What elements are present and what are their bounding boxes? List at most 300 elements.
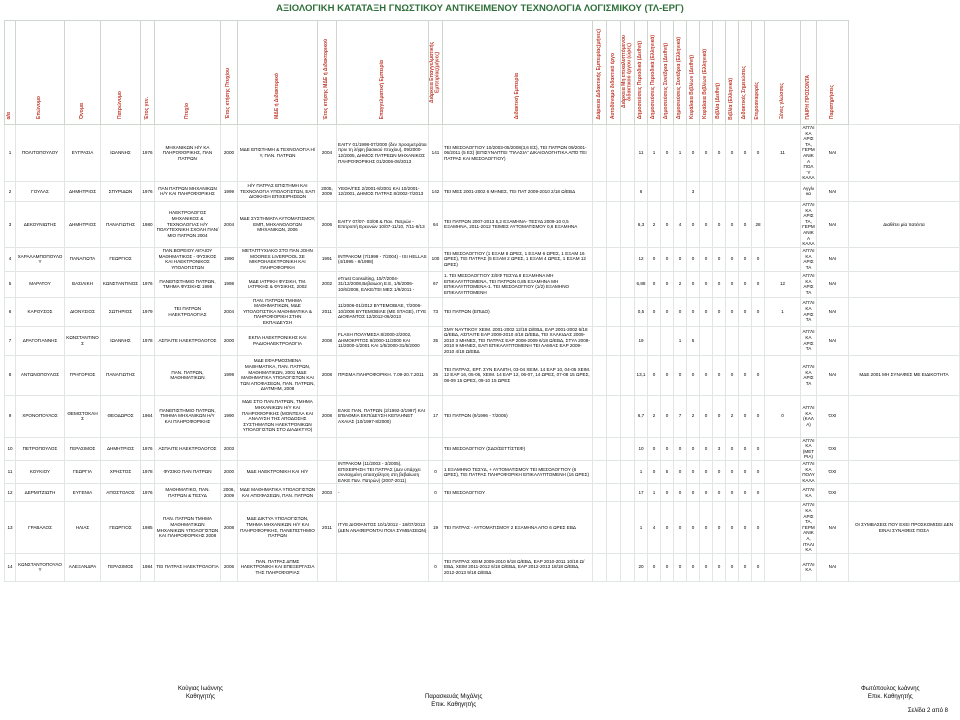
cell-father: ΓΕΩΡΓΙΟΣ: [101, 247, 141, 271]
cell-teach: ΤΕΙ ΜΕΣΟΛΟΓΓΙΟΥ 10/2003-05/2008(3,6 ΕΣ), ΤΕΙ ΠΑΤΡΩΝ 09/2001-06/2011 (5 ΕΣ) (ΕΠΙΣΥΝΑΠΤΕΙ "ΠΛΑΣΙΑ" ΔΙΚΑΙΟΛΟΓΗΤΙΚΑ ΑΠΌ ΤΕΙ ΠΑΤΡΑΣ ΚΑΙ ΜΕΣΟΛΟΓΓΙΟΥ): [443, 125, 593, 182]
column-header: [765, 21, 801, 125]
evaluation-table: [4, 20, 960, 582]
cell-work: ΙΝΤΡΑΚΟΜ (11/2003 - 3/2005), ΕΠΙΧΕΙΡΗΣΗ ΤΕΙ ΠΑΤΡΑΣ (Δεν υπάρχει συνταγμένη απασχόληση στη βεβαίωση ΕΛΚΕ Παν. Πατρών) (2007-2011): [337, 461, 429, 484]
cell-score: 0: [674, 247, 687, 271]
column-header-label: Δημοσιεύσεις Συνέδρια (Διεθνή): [663, 43, 670, 120]
cell-score: 5: [687, 326, 700, 355]
cell-teach-m: [593, 181, 607, 201]
cell-score: 0: [739, 271, 752, 297]
cell-score: 0: [700, 355, 713, 395]
column-header-label: Βιβλία (Διεθνή): [715, 83, 722, 120]
cell-degree: ΠΑΝΕΠΙΣΤΗΜΙΟ ΠΑΤΡΩΝ, ΤΜΗΜΑ ΦΥΣΙΚΗΣ 1998: [155, 271, 221, 297]
cell-work-m: 35: [429, 326, 443, 355]
table-row: [5, 395, 960, 437]
cell-surname: ΔΕΚΟΥΝΙΩΤΗΣ: [16, 201, 65, 247]
cell-notes: ΟΙ ΣΥΜΒΑΣΕΙΣ ΠΟΥ ΕΧΕΙ ΠΡΟΣΚΟΜΙΣΕΙ ΔΕΝ ΕΙΝΑΙ ΣΥΝΑΦΕΙΣ ΠΟΣΑ: [849, 502, 960, 553]
cell-degree: ΠΑΝ. ΠΑΤΡΩΝ, ΜΑΘΗΜΑΤΙΚΩΝ: [155, 355, 221, 395]
cell-no: 7: [5, 326, 16, 355]
cell-work-m: 100: [429, 247, 443, 271]
table-row: [5, 125, 960, 182]
table-row: [5, 461, 960, 484]
cell-auto: [607, 395, 621, 437]
cell-score: 0: [713, 484, 726, 502]
cell-score: 0: [752, 297, 765, 326]
cell-work: ΕΑΙΤΥ 01/1998-07/2000 (δεν προσμετράται πριν τη λήψη βασικού πτυχίου), 09/2000-12/2005, ΔΗΜΟΣ ΠΑΤΡΕΩΝ ΜΗΧΑΝΙΚΟΣ ΠΛΗΡΟΦΟΡΙΚΗΣ 01/2006-06/2013: [337, 125, 429, 182]
cell-score: 13,1: [635, 355, 648, 395]
cell-score: 0: [700, 437, 713, 460]
signatory-role: Επικ. Καθηγητής: [431, 702, 477, 708]
column-header: [101, 21, 141, 125]
cell-score: 1: [674, 125, 687, 182]
cell-score: 0: [752, 484, 765, 502]
column-header-label: Ετεροαναφορές: [754, 81, 761, 120]
cell-score: [648, 326, 661, 355]
cell-mde-year: 2004: [318, 125, 337, 182]
cell-score: 0: [700, 484, 713, 502]
column-header-label: Δημοσιεύσεις Περιοδικά (Διεθνή): [637, 41, 644, 120]
column-header: [16, 21, 65, 125]
cell-name: ΑΛΕΞΑΝΔΡΑ: [65, 553, 101, 581]
cell-score: [765, 247, 801, 271]
cell-mde-year: 2008: [318, 395, 337, 437]
cell-mde-year: 2002: [318, 271, 337, 297]
cell-surname: ΚΟΥΚΙΟΥ: [16, 461, 65, 484]
cell-score: 0: [661, 355, 674, 395]
cell-teach-m: [593, 437, 607, 460]
cell-work-m: [429, 437, 443, 460]
cell-extra: ΝΑΙ: [817, 271, 849, 297]
column-header-label: ΠΑΙΡΗ ΠΡΟΣΟΝΤΑ: [804, 74, 811, 120]
cell-lang: ΑΓΓΛΙΚΑ ΑΡΙΣΤΑ, ΓΕΡΜΑΝΙΚΑ, ΙΤΑΛΙΚΑ: [802, 502, 815, 553]
cell-score: 2: [687, 395, 700, 437]
column-header: [429, 21, 443, 125]
column-header-label: Δημοσιεύσεις Περιοδικά (Ελληνικά): [650, 35, 657, 120]
cell-deg-year: 2006, 2009: [221, 484, 238, 502]
cell-born: 1976: [141, 181, 155, 201]
cell-notes: [849, 326, 960, 355]
cell-deg-year: 2000: [221, 125, 238, 182]
cell-degree: ΠΑΝΕΠΙΣΤΗΜΙΟ ΠΑΤΡΩΝ, ΤΜΗΜΑ ΜΗΧΑΝΙΚΩΝ Η/Υ ΚΑΙ ΠΛΗΡΟΦΟΡΙΚΗΣ: [155, 395, 221, 437]
cell-mde-year: 2008: [318, 355, 337, 395]
cell-teach-m: [593, 395, 607, 437]
cell-mde-year: 2003: [318, 484, 337, 502]
cell-score: 0: [661, 125, 674, 182]
cell-score: 0: [713, 355, 726, 395]
cell-lang: ΑΓΓΛΙΚΑ ΑΡΙΣΤΑ: [801, 297, 817, 326]
cell-score: [739, 181, 752, 201]
cell-auto: [607, 355, 621, 395]
column-header: [5, 21, 16, 125]
table-row: [5, 484, 960, 502]
cell-hours: [621, 201, 635, 247]
cell-extra: ΌΧΙ: [817, 395, 849, 437]
cell-teach-m: [593, 271, 607, 297]
cell-no: 2: [5, 181, 16, 201]
cell-score: 0: [739, 461, 752, 484]
page-number: Σελίδα 2 από 8: [907, 708, 948, 714]
cell-score: 1: [635, 461, 648, 484]
cell-work: ΕΑΙΤΥ 07/07- 03/08 & Παν. Πατρών - Επιτροπή Ερευνών 10/07-11/10, 7/11-6/13: [337, 201, 429, 247]
cell-degree: ΠΑΝ. ΠΑΤΡΩΝ ΤΜΗΜΑ ΜΑΘΗΜΑΤΙΚΩΝ ΜΗΧΑΝΙΚΩΝ ΥΠΟΛΟΓΙΣΤΩΝ ΚΑΙ ΠΛΗΡΟΦΟΡΙΚΗΣ 2008: [155, 502, 221, 553]
cell-hours: [621, 461, 635, 484]
cell-score: [765, 326, 801, 355]
cell-name: ΔΗΜΗΤΡΙΟΣ: [65, 201, 101, 247]
cell-born: 1985: [141, 502, 155, 553]
cell-score: [765, 502, 801, 553]
cell-no: 11: [5, 461, 16, 484]
cell-born: 1976: [141, 484, 155, 502]
cell-degree: ΗΛΕΚΤΡΟΛΟΓΟΣ ΜΗΧΑΝΙΚΟΣ & ΤΕΧΝΟΛΟΓΙΑΣ Η/Υ ΠΟΛΥΤΕΧΝΙΚΗ ΣΧΟΛΗ ΠΑΝ/ΜΙΟ ΠΑΤΡΩΝ 2004: [155, 201, 221, 247]
column-header: [674, 21, 687, 125]
cell-born: [141, 247, 155, 271]
cell-lang: ΑΓΓΛΙΚΑ ΑΡΙΣΤΑ: [801, 271, 817, 297]
cell-mde: ΜΔΕ ΕΠΙΣΤΗΜΗ & ΤΕΧΝΟΛΟΓΙΑ Η/Υ, ΠΑΝ. ΠΑΤΡΩΝ: [238, 125, 318, 182]
cell-auto: [607, 326, 621, 355]
cell-work: 11/2006-01/2012 ΒΥΤΕΜΟΒΙΛΕ, 7/2006-10/2006 ΒΥΤΕΜΟΒΙΛΕ (ΜΕ STAGE), ΙΤΥΕ ΔΙΟΦΑΝΤΟΣ 12/2012-06/2013: [337, 297, 429, 326]
cell-deg-year: 2004: [221, 297, 238, 326]
cell-auto: [607, 271, 621, 297]
cell-mde: ΕΚΠΑ ΗΛΕΚΤΡΟΝΙΚΗΣ ΚΑΙ ΡΑΔΙΟΗΛΕΚΤΡΟΛΟΓΙΑ: [238, 326, 318, 355]
cell-teach-m: [593, 297, 607, 326]
cell-score: 0: [726, 125, 739, 182]
cell-notes: [849, 271, 960, 297]
column-header: [635, 21, 648, 125]
cell-father: ΠΑΝΑΓΙΩΤΗΣ: [101, 201, 141, 247]
cell-mde-year: 2005, 2009: [318, 181, 337, 201]
cell-work-m: 17: [429, 395, 443, 437]
cell-score: 0: [687, 247, 700, 271]
column-header: [713, 21, 726, 125]
cell-teach: ΤΕΙ ΠΑΤΡΩΝ (9/1996 - 7/2005): [443, 395, 593, 437]
cell-deg-year: 2004: [221, 201, 238, 247]
cell-teach: ΤΕΙ ΜΕΣΟΛΟΓΓΙΟΥ (ΣΔΟ/ΣΕΤΤ/ΣΤΕΦ): [443, 437, 593, 460]
cell-score: [726, 326, 739, 355]
cell-father: ΙΩΑΝΝΗΣ: [101, 326, 141, 355]
cell-score: 4: [648, 502, 661, 553]
cell-mde: ΜΕΤΑΠΤΥΧΙΑΚΟ ΣΤΟ ΠΑΝ JOHN MOORES LIVERPOOL ΣΕ ΜΙΚΡΟΗΛΕΚΤΡΟΝΙΚΗ ΚΑΙ ΠΛΗΡΟΦΟΡΙΚΗ: [238, 247, 318, 271]
cell-score: 1: [648, 125, 661, 182]
cell-teach: ΤΕΙ ΜΕΣΟΛΟΓΓΙΟΥ (1 ΕΞΑΜ 8 ΩΡΕΣ, 1 ΕΞΑΜ 6 ΩΡΕΣ, 1 ΕΞΑΜ 16 ΩΡΕΣ), ΤΕΙ ΠΑΤΡΑΣ (5 ΕΞΑΜ 2 ΩΡΕΣ, 1 ΕΞΑΜ 4 ΩΡΕΣ, 1 ΕΞΑΜ 12 ΩΡΕΣ): [443, 247, 593, 271]
column-header-label: Δημοσιεύσεις Συνέδρια (Ελληνικά): [676, 37, 683, 120]
cell-hours: [621, 553, 635, 581]
cell-score: 7: [674, 395, 687, 437]
cell-hours: [621, 247, 635, 271]
cell-score: [661, 326, 674, 355]
cell-score: 0: [713, 297, 726, 326]
cell-notes: Διαθέτει μία πατέντα: [849, 201, 960, 247]
table-row: [5, 502, 960, 553]
table-row: [5, 201, 960, 247]
column-header-label: Διάρκεια Μη επικαλυπτόμενου διδακτικού έργου (ώρες): [621, 35, 633, 109]
cell-born: 1976: [141, 125, 155, 182]
cell-score: 0: [739, 297, 752, 326]
cell-mde-year: 2006: [318, 201, 337, 247]
cell-surname: ΓΡΑΒΑΛΟΣ: [16, 502, 65, 553]
cell-work-m: 141: [429, 125, 443, 182]
signature-block-center: [425, 693, 482, 709]
cell-surname: ΧΑΡΑΛΑΜΠΟΠΟΥΛΟΥ: [16, 247, 65, 271]
cell-deg-year: 1999: [221, 181, 238, 201]
cell-score: 0: [661, 297, 674, 326]
cell-father: ΧΡΗΣΤΟΣ: [101, 461, 141, 484]
cell-surname: ΜΑΡΑΤΟΥ: [16, 271, 65, 297]
cell-degree: ΦΥΣΙΚΟ ΠΑΝ ΠΑΤΡΩΝ: [155, 461, 221, 484]
cell-no: 14: [5, 553, 16, 581]
cell-lang: ΑΓΓΛΙΚΑ: [801, 553, 817, 581]
cell-score: [765, 553, 801, 581]
cell-father: ΣΠΥΡΙΔΩΝ: [101, 181, 141, 201]
cell-name: ΚΩΝΣΤΑΝΤΙΝΟΣ: [65, 326, 101, 355]
column-header: [739, 21, 752, 125]
signatory-name: Κούγιας Ιωάννης: [178, 686, 223, 692]
cell-score: 0: [726, 461, 739, 484]
column-header-label: Πτυχίο: [183, 103, 190, 120]
cell-work: FLASH ΠΟΛΥΜΕΣΑ 8/2000-2/2002, ΔΗΜΟΚΡΙΤΟΣ 8/2000-11/2000 ΚΑΙ 11/2000-1/2001 ΚΑΙ 1/5/2000-31/5/2000: [337, 326, 429, 355]
table-row: [5, 326, 960, 355]
column-header: [752, 21, 765, 125]
cell-notes: [849, 297, 960, 326]
cell-extra: ΝΑΙ: [817, 201, 849, 247]
cell-mde: ΜΔΕ ΜΑΘΗΜΑΤΙΚΑ ΥΠΟΛΟΓΙΣΤΩΝ ΚΑΙ ΑΠΟΦΑΣΕΩΝ, ΠΑΝ. ΠΑΤΡΩΝ: [238, 484, 318, 502]
cell-score: 0,5: [635, 297, 648, 326]
cell-mde-year: 2011: [318, 297, 337, 326]
cell-score: 0: [713, 502, 726, 553]
column-header-label: Παρατηρήσεις: [828, 85, 835, 120]
cell-teach: ΤΕΙ ΠΑΤΡΑΣ, ΕΡΓ. ΣΥΝ ΕΛΛΙΠΗ, 03-04 ΧΕΙΜ. 14 ΕΑΡ 10, 04-05 ΧΕΙΜ. 12 ΕΑΡ 16, 05-06, ΧΕΙΜ. 14 ΕΑΡ 12, 06-07, 14 ΩΡΕΣ, 07-08 15 ΩΡΕΣ, 08-09 15 ΩΡΕΣ, 09-10 15 ΩΡΕΣ: [443, 355, 593, 395]
signatory-name: Φωτόπουλος Ιωάννης: [861, 686, 920, 692]
cell-deg-year: 2008: [221, 502, 238, 553]
cell-score: 12: [765, 271, 801, 297]
cell-score: 0: [687, 437, 700, 460]
cell-born: 1976: [141, 271, 155, 297]
cell-degree: ΠΑΝ ΠΑΤΡΩΝ ΜΗΧΑΝΙΚΩΝ Η/Υ ΚΑΙ ΠΛΗΡΟΦΟΡΙΚΗΣ: [155, 181, 221, 201]
cell-score: 0: [687, 201, 700, 247]
cell-score: 0: [648, 437, 661, 460]
cell-mde-year: [318, 553, 337, 581]
cell-score: 0: [726, 502, 739, 553]
cell-surname: ΓΟΥΛΑΣ: [16, 181, 65, 201]
cell-score: 0: [739, 247, 752, 271]
cell-score: 0: [726, 271, 739, 297]
column-header-label: ΜΔΕ ή Διδακτορικό: [273, 73, 280, 120]
cell-score: 0: [700, 297, 713, 326]
cell-score: 0: [739, 484, 752, 502]
cell-extra: ΝΑΙ: [817, 355, 849, 395]
cell-surname: ΠΕΤΡΟΠΟΥΛΟΣ: [16, 437, 65, 460]
cell-teach: 1. ΤΕΙ ΜΕΣΟΛΟΓΓΙΟΥ Σ/ΕΦ ΤΕΣΥΔ 8 ΕΞΑΜΗΝΑ ΜΗ ΕΠΙΚΑΛΥΠΤΟΜΕΝΑ, ΤΕΙ ΠΑΤΡΩΝ 0,85 ΕΞΑΜΗΝΑ ΜΗ ΕΠΙΚΑΛΥΠΤΟΜΕΝΑ-1. ΤΕΙ ΜΕΣΟΛΟΓΓΙΟΥ (1/2) ΕΞΑΜΗΝΟ ΕΠΙΚΑΛΥΠΤΟΜΕΝΗ: [443, 271, 593, 297]
cell-work-m: 0: [429, 461, 443, 484]
column-header-label: Κεφάλαια Βιβλίων (Διεθνή): [689, 55, 696, 120]
cell-score: 0: [726, 355, 739, 395]
column-header-label: Αυτοδύναμο διδακτικό έργο: [609, 53, 616, 120]
cell-score: 19: [635, 326, 648, 355]
cell-score: [713, 326, 726, 355]
cell-score: 0: [739, 201, 752, 247]
table-row: [5, 355, 960, 395]
cell-teach: ΣΜΥ ΝΑΥΤΙΚΟΥ ΧΕΙΜ. 2001-2002 12/18 Ω/ΕΒΔ, ΕΑΡ 2001-2002 6/18 Ω/ΕΒΔ, ΑΣΠΑΙΤΕ ΕΑΡ 2009-2010 4/18 Ω/ΕΒΔ, ΤΕΙ ΧΑΛΚΙΔΑΣ 2009-2010 3 ΜΗΝΕΣ, ΤΕΙ ΠΑΤΡΑΣ ΕΑΡ 2008-2009 6/18 Ω/ΕΒΔ, ΣΤΥΑ 2009-2010 9 ΜΗΝΕΣ, ΕΑΠ ΕΠΙΚΑΛΥΠΤΟΜΕΝΗ ΤΕΙ ΛΑΜΙΑΣ ΕΑΡ 2009-2010 4/18 Ω/ΕΒΔ: [443, 326, 593, 355]
cell-notes: [849, 181, 960, 201]
cell-deg-year: 2006: [221, 553, 238, 581]
cell-no: 3: [5, 201, 16, 247]
column-header-label: Διάρκεια Επαγγελματικής Εμπειρίας(μήνες): [429, 41, 441, 103]
cell-score: 0: [661, 247, 674, 271]
cell-father: ΚΩΝΣΤΑΝΤΙΝΟΣ: [101, 271, 141, 297]
cell-score: 0: [700, 461, 713, 484]
cell-surname: ΠΟΛΙΤΟΠΟΥΛΟΥ: [16, 125, 65, 182]
cell-mde: ΠΑΝ. ΠΑΤΡΩΝ ΤΜΗΜΑ ΜΑΘΗΜΑΤΙΚΩΝ, ΜΔΕ ΥΠΟΛΟΓΙΣΤΙΚΑ ΜΑΘΗΜΑΤΙΚΑ & ΠΛΗΡΟΦΟΡΙΚΗ ΣΤΗΝ ΕΚΠΑΙΔΕΥΣΗ: [238, 297, 318, 326]
cell-score: 0: [687, 355, 700, 395]
column-header: [817, 21, 849, 125]
table-row: [5, 297, 960, 326]
cell-auto: [607, 502, 621, 553]
cell-teach-m: [593, 125, 607, 182]
cell-teach: ΤΕΙ ΜΕΣ 2001-2002 6 ΜΗΝΕΣ, ΤΕΙ ΠΑΤ 2009-2010 2/18 Ω/ΕΒΔ: [443, 181, 593, 201]
cell-score: 0: [752, 355, 765, 395]
cell-hours: [621, 271, 635, 297]
cell-surname: ΑΝΤΩΝΟΠΟΥΛΟΣ: [16, 355, 65, 395]
cell-surname: ΧΡΟΝΟΠΟΥΛΟΣ: [16, 395, 65, 437]
cell-hours: [621, 297, 635, 326]
cell-degree: ΑΣΠΑΙΤΕ ΗΛΕΚΤΡΟΛΟΓΟΣ: [155, 326, 221, 355]
cell-score: 0: [739, 125, 752, 182]
cell-score: 0: [739, 395, 752, 437]
cell-lang: ΑΓΓΛΙΚΑ (ΜΕΤΡΙΑ): [802, 437, 815, 460]
cell-degree: ΜΗΧΑΝΙΚΩΝ Η/Υ ΚΑ ΠΛΗΡΟΦΟΡΙΚΗΣ, ΠΑΝ ΠΑΤΡΩΝ: [155, 125, 221, 182]
cell-score: 0: [726, 247, 739, 271]
cell-father: ΘΕΟΔΩΡΟΣ: [101, 395, 141, 437]
cell-score: 0: [648, 297, 661, 326]
cell-auto: [607, 181, 621, 201]
cell-score: 28: [752, 201, 765, 247]
cell-auto: [607, 247, 621, 271]
cell-work-m: 0: [429, 553, 443, 581]
cell-teach-m: [593, 461, 607, 484]
cell-teach-m: [593, 326, 607, 355]
cell-work: [337, 437, 429, 460]
cell-score: 0: [700, 553, 713, 581]
signatory-name: Παρασκευάς Μιχάλης: [425, 694, 483, 700]
cell-auto: [607, 297, 621, 326]
cell-lang: Αγγλικα: [801, 181, 817, 201]
cell-score: 0: [687, 461, 700, 484]
cell-mde-year: 1991: [318, 247, 337, 271]
cell-notes: [849, 461, 960, 484]
cell-score: 0: [661, 201, 674, 247]
column-header: [621, 21, 635, 125]
cell-score: 0: [648, 271, 661, 297]
cell-extra: ΌΧΙ: [817, 484, 849, 502]
column-header: [155, 21, 221, 125]
cell-score: 0: [752, 271, 765, 297]
cell-auto: [607, 553, 621, 581]
cell-born: 1976: [141, 437, 155, 460]
column-header: [318, 21, 337, 125]
column-header: [443, 21, 593, 125]
cell-degree: ΠΑΝ.ΒΟΡΕΙΟΥ ΑΙΓΑΙΟΥ ΜΑΘΗΜΑΤΙΚΟΣ - ΦΥΣΙΚΟΣ ΚΑΙ ΗΛΕΚΤΡΟΝΙΚΟΣ ΥΠΟΛΟΓΙΣΤΩΝ: [155, 247, 221, 271]
column-header: [141, 21, 155, 125]
column-header-label: Όνομα: [78, 103, 85, 120]
cell-score: 0: [752, 553, 765, 581]
cell-score: [739, 326, 752, 355]
cell-mde: ΜΔΕ ΗΛΕΚΤΡΟΝΙΚΗ ΚΑΙ Η/Υ: [238, 461, 318, 484]
column-header-label: Διδακτική Εμπειρία: [513, 73, 520, 120]
cell-name: ΕΥΓΕΝΙΑ: [65, 484, 101, 502]
cell-score: 0: [648, 355, 661, 395]
cell-name: ΓΕΡΑΣΙΜΟΣ: [65, 437, 101, 460]
cell-score: 6,3: [635, 201, 648, 247]
document-title: ΑΞΙΟΛΟΓΙΚΗ ΚΑΤΑΤΑΞΗ ΓΝΩΣΤΙΚΟΥ ΑΝΤΙΚΕΙΜΕΝΟΥ ΤΕΧΝΟΛΟΓΙΑ ΛΟΓΙΣΜΙΚΟΥ (ΤΛ-ΕΡΓ): [276, 3, 684, 14]
cell-mde: ΜΔΕ ΣΥΣΤΗΜΑΤΑ ΑΥΤΟΜΑΤΙΣΜΟΥ, ΕΜΠ, ΜΗΧΑΝΟΛΟΓΩΝ ΜΗΧΑΝΙΚΩΝ, 2006: [238, 201, 318, 247]
cell-lang: ΑΓΓΛΙΚΑ ΑΡΙΣΤΑ: [801, 355, 817, 395]
cell-score: 11: [765, 125, 801, 182]
cell-name: ΔΗΜΗΤΡΙΟΣ: [65, 181, 101, 201]
cell-score: 12: [635, 247, 648, 271]
cell-no: 4: [5, 247, 16, 271]
cell-born: 1978: [141, 326, 155, 355]
cell-hours: [621, 395, 635, 437]
cell-work: ΠΡΙΣΜΑ ΠΛΗΡΟΦΟΡΙΚΗ. 7.09-20.7.2011: [337, 355, 429, 395]
cell-score: 1: [674, 326, 687, 355]
cell-notes: ΜΔΕ 2001 ΜΗ ΣΥΝΑΦΕΣ ΜΕ ΕΙΔΙΚΟΤΗΤΑ: [849, 355, 960, 395]
cell-work: ΥΕΘΑ/ΓΕΣ 2/2001-8/2001 ΚΑΙ 10/2001-12/2001, ΔΗΜΟΣ ΠΑΤΡΑΣ 8/2002-7/2013: [337, 181, 429, 201]
cell-father: ΙΩΑΝΝΗΣ: [101, 125, 141, 182]
cell-score: [752, 326, 765, 355]
column-header: [687, 21, 700, 125]
cell-score: 0: [713, 125, 726, 182]
cell-father: ΓΕΡΑΣΙΜΟΣ: [101, 553, 141, 581]
column-header-label: Έτος γεν.: [143, 96, 150, 120]
cell-hours: [621, 125, 635, 182]
cell-score: 0: [674, 437, 687, 460]
cell-work: [337, 553, 429, 581]
cell-score: 3: [687, 181, 700, 201]
cell-score: 0: [661, 484, 674, 502]
cell-surname: ΔΡΑΓΟΓΙΑΝΝΗΣ: [16, 326, 65, 355]
cell-score: 0: [700, 247, 713, 271]
column-header-label: Ξένες γλώσσες: [778, 83, 785, 120]
cell-deg-year: 1998: [221, 271, 238, 297]
cell-work-m: 67: [429, 271, 443, 297]
cell-score: 3: [713, 437, 726, 460]
cell-born: 1964: [141, 395, 155, 437]
cell-lang: ΑΓΓΛΙΚΑ ΑΡΙΣΤΑ: [801, 326, 817, 355]
cell-score: [752, 181, 765, 201]
cell-score: 0: [752, 395, 765, 437]
cell-score: [765, 437, 801, 460]
cell-score: [765, 355, 801, 395]
cell-work-m: 142: [429, 181, 443, 201]
cell-score: 0: [726, 553, 739, 581]
cell-score: 0: [661, 502, 674, 553]
cell-score: 1: [765, 297, 801, 326]
cell-score: 0: [648, 553, 661, 581]
cell-lang: ΑΓΓΛΙΚΑ ΑΡΙΣΤΑ, ΓΕΡΜΑΝΙΚΑ ΠΟΛΎ ΚΑΛΑ: [802, 125, 815, 181]
column-header: [65, 21, 101, 125]
cell-work: -: [337, 484, 429, 502]
cell-father: ΣΩΤΗΡΙΟΣ: [101, 297, 141, 326]
cell-score: 5: [661, 461, 674, 484]
cell-score: 0: [661, 553, 674, 581]
cell-teach: ΤΕΙ ΠΑΤΡΑΣ - ΑΥΤΟΜΑΤΙΣΜΟΥ 2 ΕΞΑΜΗΝΑ ΑΠΟ 6 ΩΡΕΣ ΕΒΔ: [443, 502, 593, 553]
cell-auto: [607, 461, 621, 484]
cell-mde: Η/Υ ΠΑΤΡΑΣ ΕΠΙΣΤΗΜΗ ΚΑΙ ΤΕΧΝΟΛΟΓΙΑ ΥΠΟΛΟΓΙΣΤΩΝ, ΕΑΠ ΔΙΟΙΚΗΣΗ ΕΠΙΧΕΙΡΗΣΕΩΝ: [238, 181, 318, 201]
cell-deg-year: 1990: [221, 247, 238, 271]
cell-score: 0: [713, 201, 726, 247]
cell-score: 0: [713, 271, 726, 297]
cell-score: 0: [752, 502, 765, 553]
cell-mde: ΜΔΕ ΕΦΑΡΜΟΣΜΕΝΑ ΜΑΘΗΜΑΤΙΚΑ, ΠΑΝ. ΠΑΤΡΩΝ, ΜΑΘΗΜΑΤΙΚΩΝ, 2001 ΜΔΕ ΜΑΘΗΜΑΤΙΚΑ ΥΠΟΛΟΓΙΣΤΩΝ ΚΑΙ ΤΩΝ ΑΠΟΦΑΣΕΩΝ, ΠΑΝ. ΠΑΤΡΩΝ, ΔΙΑΤΜΗΜ, 2008: [238, 355, 318, 395]
cell-extra: ΝΑΙ: [817, 181, 849, 201]
